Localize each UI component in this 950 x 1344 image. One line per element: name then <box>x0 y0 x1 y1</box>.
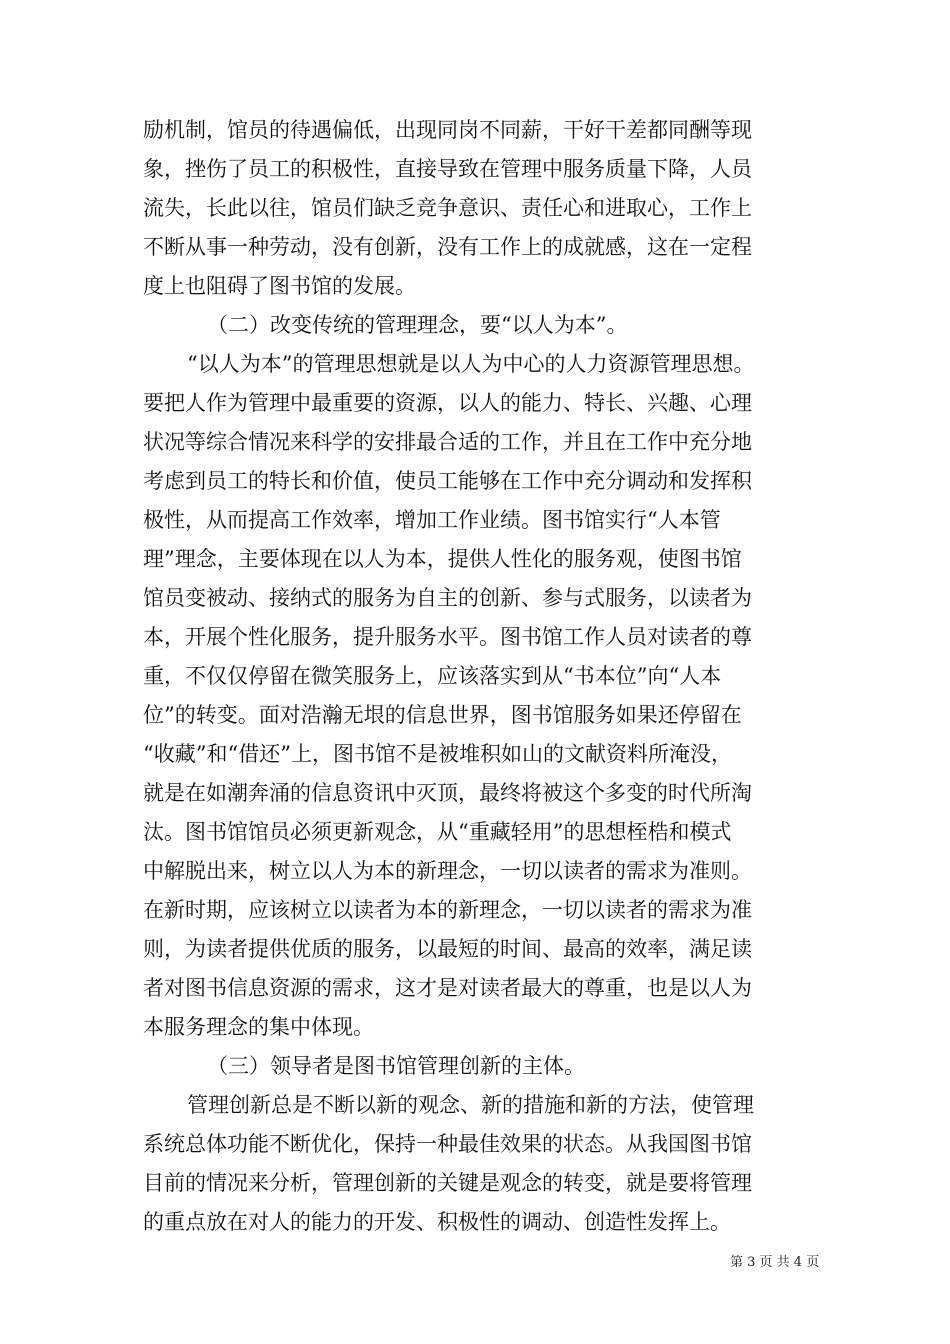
text-line: 流失，长此以往，馆员们缺乏竞争意识、责任心和进取心，工作上 <box>143 196 752 220</box>
text-line: 要把人作为管理中最重要的资源，以人的能力、特长、兴趣、心理 <box>143 391 752 415</box>
text-line: 本服务理念的集中体现。 <box>143 1015 374 1039</box>
text-line: 理”理念，主要体现在以人为本，提供人性化的服务观，使图书馆 <box>143 547 742 571</box>
text-line: 度上也阻碍了图书馆的发展。 <box>143 274 416 298</box>
text-line: 系统总体功能不断优化，保持一种最佳效果的状态。从我国图书馆 <box>143 1132 752 1156</box>
text-line: 考虑到员工的特长和价值，使员工能够在工作中充分调动和发挥积 <box>143 469 752 493</box>
text-line: 励机制，馆员的待遇偏低，出现同岗不同薪，干好干差都同酬等现 <box>143 118 752 142</box>
text-line: 在新时期，应该树立以读者为本的新理念，一切以读者的需求为准 <box>143 898 752 922</box>
document-body <box>143 111 811 1242</box>
text-line: 中解脱出来，树立以人为本的新理念，一切以读者的需求为准则。 <box>143 859 752 883</box>
text-line: 不断从事一种劳动，没有创新，没有工作上的成就感，这在一定程 <box>143 235 752 259</box>
page-number-footer: 第 3 页 共 4 页 <box>730 1255 820 1270</box>
text-line: 者对图书信息资源的需求，这才是对读者最大的尊重，也是以人为 <box>143 976 752 1000</box>
paragraph-first-line: 管理创新总是不断以新的观念、新的措施和新的方法，使管理 <box>187 1093 754 1117</box>
text-line: 重，不仅仅停留在微笑服务上，应该落实到从“书本位”向“人本 <box>143 664 722 688</box>
text-line: 目前的情况来分析，管理创新的关键是观念的转变，就是要将管理 <box>143 1171 752 1195</box>
section-heading: （二）改变传统的管理理念，要“以人为本”。 <box>207 313 628 337</box>
text-line: 象，挫伤了员工的积极性，直接导致在管理中服务质量下降，人员 <box>143 157 752 181</box>
text-line: “收藏”和“借还”上，图书馆不是被堆积如山的文献资料所淹没， <box>143 742 732 766</box>
text-line: 本，开展个性化服务，提升服务水平。图书馆工作人员对读者的尊 <box>143 625 752 649</box>
text-line: 位”的转变。面对浩瀚无垠的信息世界，图书馆服务如果还停留在 <box>143 703 742 727</box>
text-line: 则，为读者提供优质的服务，以最短的时间、最高的效率，满足读 <box>143 937 752 961</box>
text-line: 汰。图书馆馆员必须更新观念，从“重藏轻用”的思想桎梏和模式 <box>143 820 732 844</box>
paragraph-first-line: “以人为本”的管理思想就是以人为中心的人力资源管理思想。 <box>187 352 755 376</box>
text-line: 馆员变被动、接纳式的服务为自主的创新、参与式服务，以读者为 <box>143 586 752 610</box>
text-line: 状况等综合情况来科学的安排最合适的工作，并且在工作中充分地 <box>143 430 752 454</box>
section-heading: （三）领导者是图书馆管理创新的主体。 <box>207 1054 585 1078</box>
text-line: 就是在如潮奔涌的信息资讯中灭顶，最终将被这个多变的时代所淘 <box>143 781 752 805</box>
text-line: 的重点放在对人的能力的开发、积极性的调动、创造性发挥上。 <box>143 1210 731 1234</box>
text-line: 极性，从而提高工作效率，增加工作业绩。图书馆实行“人本管 <box>143 508 721 532</box>
